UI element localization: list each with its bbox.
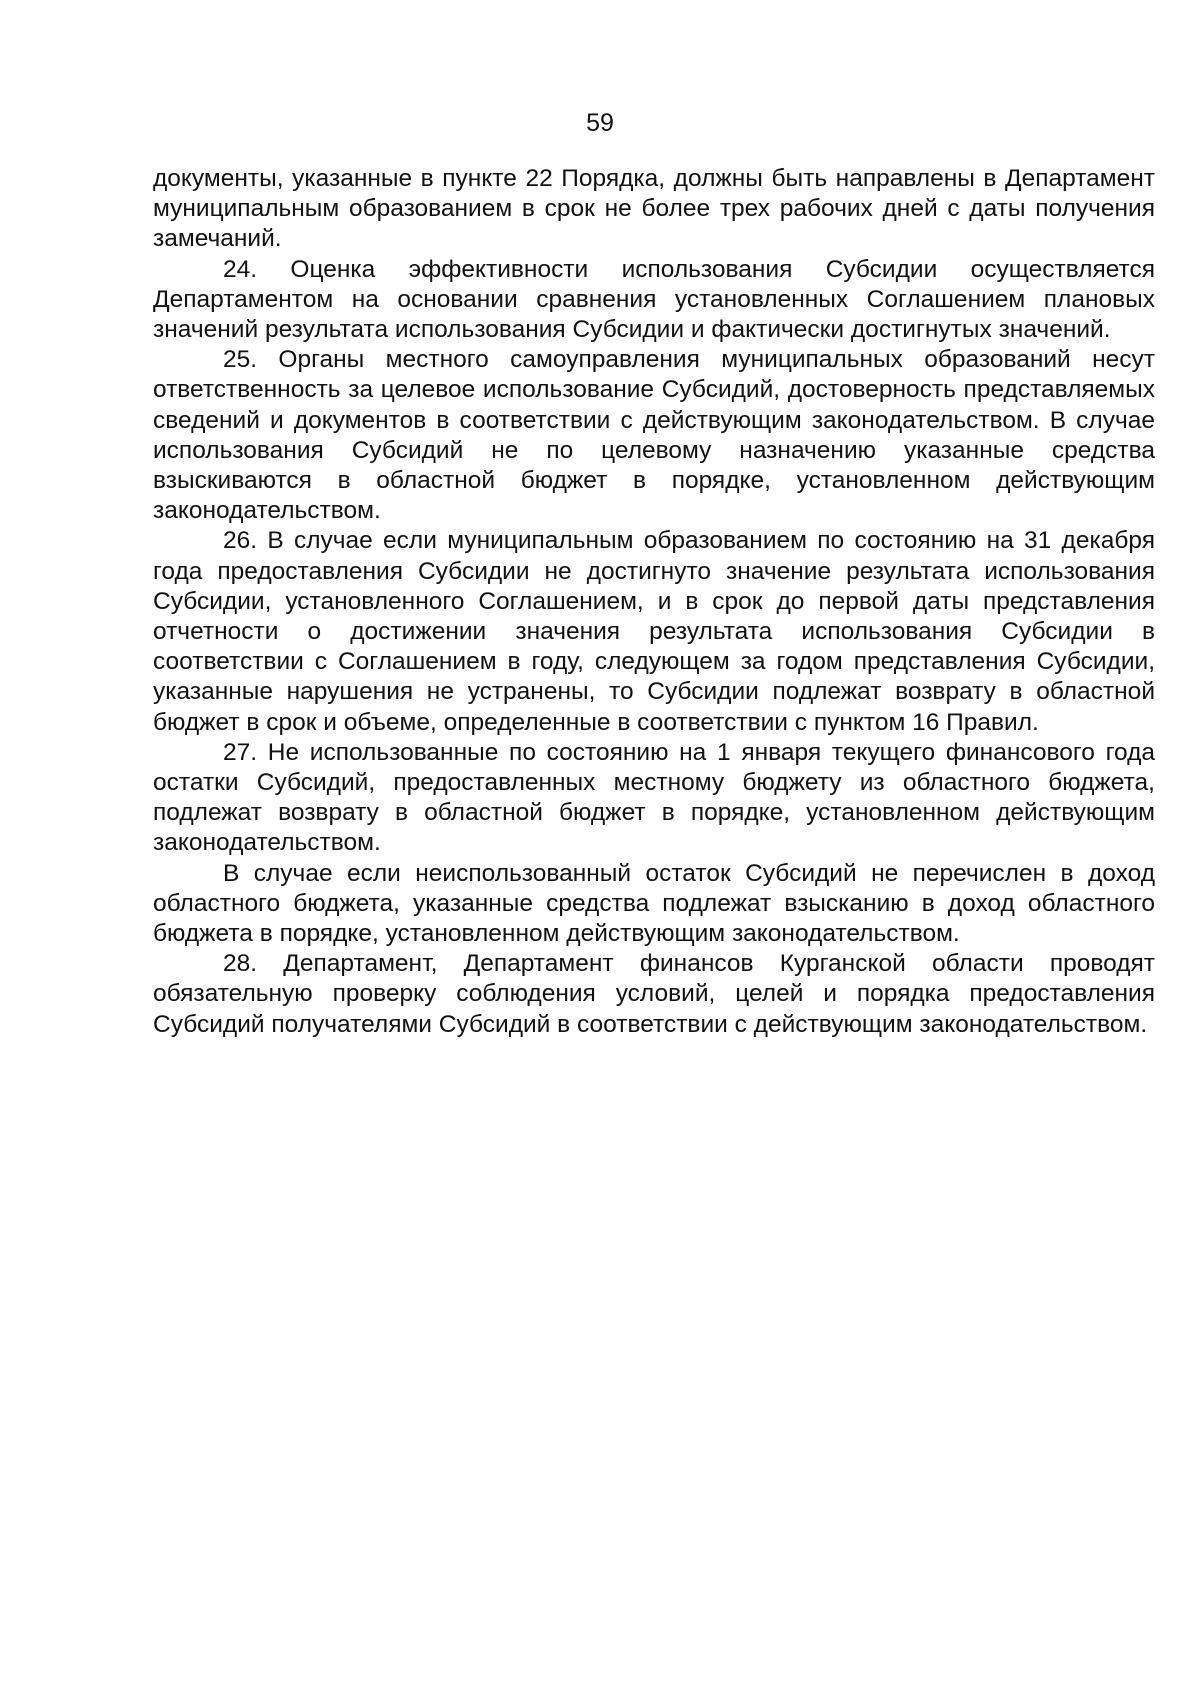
paragraph-28: 28. Департамент, Департамент финансов Курганской области проводят обязательную проверку соблюдения условий, целей и порядка предоставления Субсидий получателями Субсидий в соответствии с действующим законодательством. xyxy=(153,950,1155,1038)
document-body xyxy=(153,164,1155,1040)
paragraph-24: 24. Оценка эффективности использования Субсидии осуществляется Департаментом на основании сравнения установленных Соглашением плановых значений результата использования Субсидии и фактически достигнутых значений. xyxy=(153,255,1155,344)
paragraph-25: 25. Органы местного самоуправления муниципальных образований несут ответственность за целевое использование Субсидий, достоверность представляемых сведений и документов в соответствии с действующим законодательством. В случае использования Субсидий не по целевому назначению указанные средства взыскиваются в областной бюджет в порядке, установленном действующим законодательством. xyxy=(153,346,1155,525)
paragraph-26: 26. В случае если муниципальным образованием по состоянию на 31 декабря года предоставления Субсидии не достигнуто значение результата использования Субсидии, установленного Соглашением, и в срок до первой даты представления отчетности о достижении значения результата использования Субсидии в соответствии с Соглашением в году, следующем за годом представления Субсидии, указанные нарушения не устранены, то Субсидии подлежат возврату в областной бюджет в срок и объеме, определенные в соответствии с пунктом 16 Правил. xyxy=(153,527,1155,736)
paragraph-27: 27. Не использованные по состоянию на 1 января текущего финансового года остатки Субсидий, предоставленных местному бюджету из областного бюджета, подлежат возврату в областной бюджет в порядке, установленном действующим законодательством. xyxy=(153,738,1155,857)
paragraph-27-continuation: В случае если неиспользованный остаток Субсидий не перечислен в доход областного бюджета, указанные средства подлежат взысканию в доход областного бюджета в порядке, установленном действующим законодательством. xyxy=(153,859,1155,948)
page-number: 59 xyxy=(586,109,614,137)
paragraph-continuation: документы, указанные в пункте 22 Порядка, должны быть направлены в Департамент муниципальным образованием в срок не более трех рабочих дней с даты получения замечаний. xyxy=(153,165,1155,253)
